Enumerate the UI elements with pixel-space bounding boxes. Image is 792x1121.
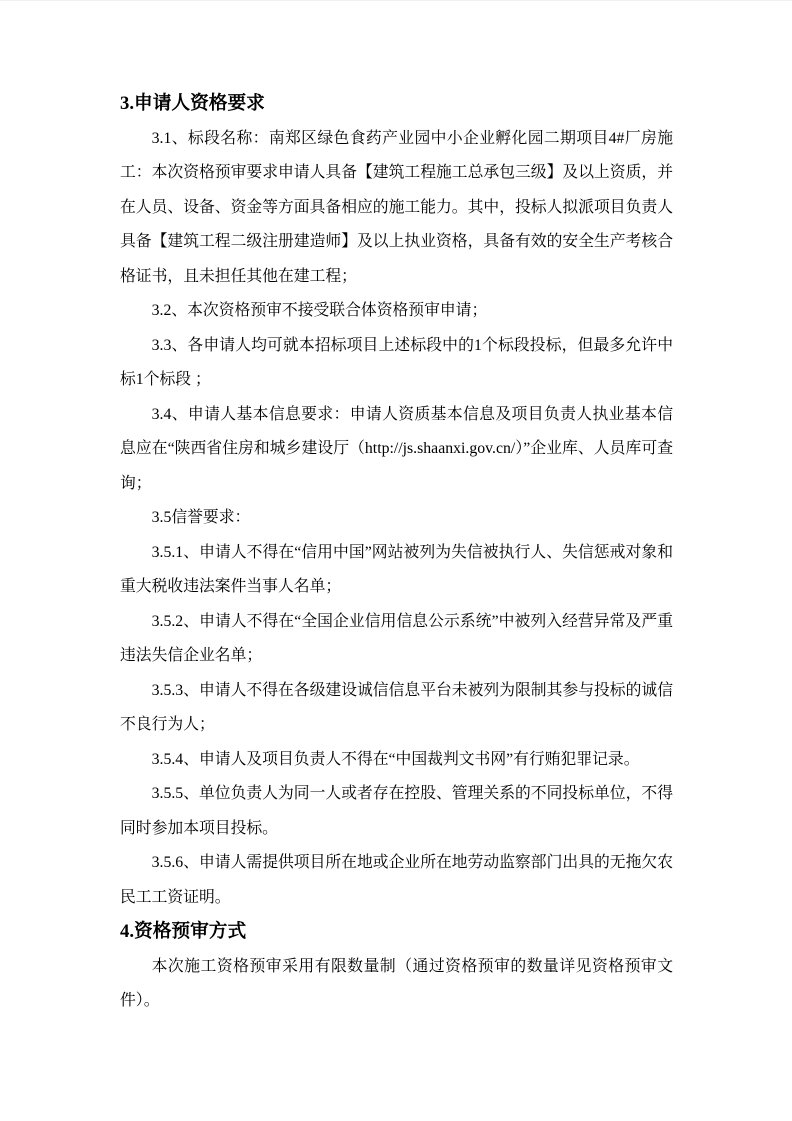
para-4-limited-quantity-system: 本次施工资格预审采用有限数量制（通过资格预审的数量详见资格预审文件）。 xyxy=(120,957,673,1009)
para-3-5-3-construction-integrity-platform: 3.5.3、申请人不得在各级建设诚信信息平台未被列为限制其参与投标的诚信不良行为人； xyxy=(120,681,673,733)
para-3-2-no-consortium: 3.2、本次资格预审不接受联合体资格预审申请； xyxy=(151,302,488,319)
para-3-3-bid-section-limit: 3.3、各申请人均可就本招标项目上述标段中的1个标段投标，但最多允许中标1个标段 ； xyxy=(120,336,673,388)
para-3-5-5-same-legal-person: 3.5.5、单位负责人为同一人或者存在控股、管理关系的不同投标单位，不得同时参加本项目投标。 xyxy=(120,785,673,837)
section-heading-prequalification-method: 4.资格预审方式 xyxy=(120,921,247,942)
para-3-5-6-migrant-worker-wages: 3.5.6、申请人需提供项目所在地或企业所在地劳动监察部门出具的无拖欠农民工工资证明。 xyxy=(120,854,673,906)
para-3-5-4-judgment-documents: 3.5.4、申请人及项目负责人不得在“中国裁判文书网”有行贿犯罪记录。 xyxy=(151,750,640,768)
para-3-5-2-enterprise-credit-system: 3.5.2、申请人不得在“全国企业信用信息公示系统”中被列入经营异常及严重违法失信企业名单； xyxy=(120,612,673,664)
para-3-1-section-name-and-qualification: 3.1、标段名称：南郑区绿色食药产业园中小企业孵化园二期项目4#厂房施工：本次资格预审要求申请人具备【建筑工程施工总承包三级】及以上资质，并在人员、设备、资金等方面具备相应的施工能力。其中，投标人拟派项目负责人具备【建筑工程二级注册建造师】及以上执业资格，具备有效的安全生产考核合格证书，且未担任其他在建工程； xyxy=(120,129,673,285)
para-3-5-credit-requirement: 3.5信誉要求： xyxy=(151,509,251,526)
para-3-4-basic-info-requirement: 3.4、申请人基本信息要求：申请人资质基本信息及项目负责人执业基本信息应在“陕西省住房和城乡建设厅（http://js.shaanxi.gov.cn/）”企业库、人员库可查询； xyxy=(120,405,673,492)
para-3-5-1-credit-china: 3.5.1、申请人不得在“信用中国”网站被列为失信被执行人、失信惩戒对象和重大税收违法案件当事人名单； xyxy=(120,543,673,595)
section-heading-applicant-qualification: 3.申请人资格要求 xyxy=(120,93,265,114)
document-body xyxy=(120,87,673,1019)
